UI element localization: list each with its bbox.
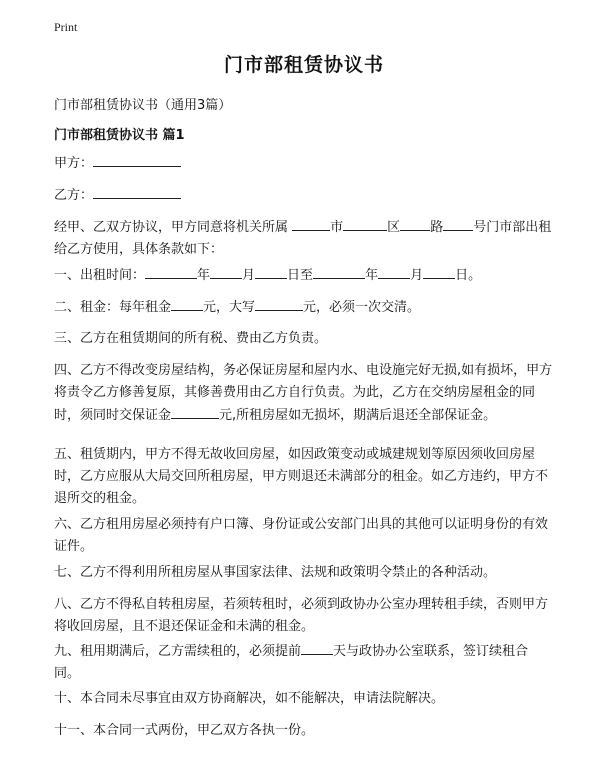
clause-4-text-1: 四、乙方不得改变房屋结构，务必保证房屋和屋内水、电设施完好无损,如有损坏，甲方将责令乙方修善复原，其修善费用由乙方自行负责。为此，乙方在交纳房屋租金的同时，须同时交保证金 [54, 363, 553, 423]
clause-1-blank-year1 [145, 264, 197, 279]
party-b-label: 乙方： [54, 188, 94, 203]
clause-1-year2: 年 [365, 268, 379, 283]
clause-1-blank-month2 [378, 264, 410, 279]
clause-2-label: 二、租金：每年租金 [54, 300, 172, 315]
clause-6: 六、乙方租用房屋必须持有户口簿、身份证或公安部门出具的其他可以证明身份的有效证件。 [54, 517, 549, 554]
party-a-line [54, 152, 554, 175]
clause-5: 五、租赁期内，甲方不得无故收回房屋，如因政策变动或城建规划等原因须收回房屋时，乙方应服从大局交回所租房屋，甲方则退还未满部分的租金。如乙方违约，甲方不退所交的租金。 [54, 447, 549, 506]
clause-7: 七、乙方不得利用所租房屋从事国家法律、法规和政策明令禁止的各种活动。 [54, 565, 497, 580]
intro-text-1: 经甲、乙双方协议，甲方同意将机关所属 [54, 220, 289, 235]
print-link[interactable]: Print [54, 20, 78, 34]
clause-3: 三、乙方在租赁期间的所有税、费由乙方负责。 [54, 331, 328, 346]
clause-1-month1: 月 [242, 268, 256, 283]
clause-2-blank-uppercase [255, 296, 303, 311]
intro-text-city: 市 [330, 220, 344, 235]
clause-8: 八、乙方不得私自转租房屋，若须转租时，必须到政协办公室办理转租手续，否则甲方将收回房屋，且不退还保证金和未满的租金。 [54, 597, 549, 634]
intro-blank-district [343, 216, 387, 231]
clause-2-uppercase: 元，大写 [203, 300, 256, 315]
section-title: 门市部租赁协议书 篇1 [54, 128, 185, 143]
intro-paragraph [54, 216, 554, 261]
intro-text-district: 区 [387, 220, 401, 235]
clause-1-month2: 月 [410, 268, 424, 283]
intro-blank-road [400, 216, 430, 231]
clause-10: 十、本合同未尽事宜由双方协商解决，如不能解决，申请法院解决。 [54, 691, 445, 706]
clause-9 [54, 640, 554, 685]
clause-4 [54, 360, 554, 427]
clause-1-to: 日至 [287, 268, 314, 283]
intro-blank-number [443, 216, 473, 231]
clause-1-day2: 日。 [455, 268, 482, 283]
intro-blank-city [292, 216, 330, 231]
clause-2 [54, 296, 554, 319]
clause-9-blank-days [301, 640, 333, 655]
clause-11: 十一、本合同一式两份，甲乙双方各执一份。 [54, 723, 315, 738]
clause-1 [54, 264, 554, 287]
clause-4-blank-deposit [171, 404, 219, 419]
clause-9-text-1: 九、租用期满后，乙方需续租的，必须提前 [54, 644, 302, 659]
document-subtitle: 门市部租赁协议书（通用3篇） [54, 98, 232, 113]
clause-1-blank-year2 [313, 264, 365, 279]
clause-2-blank-amount [171, 296, 203, 311]
party-a-label: 甲方： [54, 156, 94, 171]
party-a-blank [93, 152, 181, 167]
clause-1-year1: 年 [197, 268, 211, 283]
party-b-blank [93, 184, 181, 199]
clause-1-blank-day1 [255, 264, 287, 279]
clause-2-end: 元，必须一次交清。 [303, 300, 421, 315]
intro-text-road: 路 [430, 220, 444, 235]
party-b-line [54, 184, 554, 207]
clause-1-label: 一、出租时间： [54, 268, 146, 283]
clause-4-text-2: 元,所租房屋如无损坏，期满后退还全部保证金。 [219, 408, 497, 423]
clause-9-text-2: 天与政协办公室联系，签订续租合同。 [54, 644, 529, 681]
clause-1-blank-day2 [423, 264, 455, 279]
document-title: 门市部租赁协议书 [223, 54, 384, 76]
intro-text-2: 号门市部出租给乙方使用，具体条款如下： [54, 220, 552, 257]
clause-1-blank-month1 [210, 264, 242, 279]
